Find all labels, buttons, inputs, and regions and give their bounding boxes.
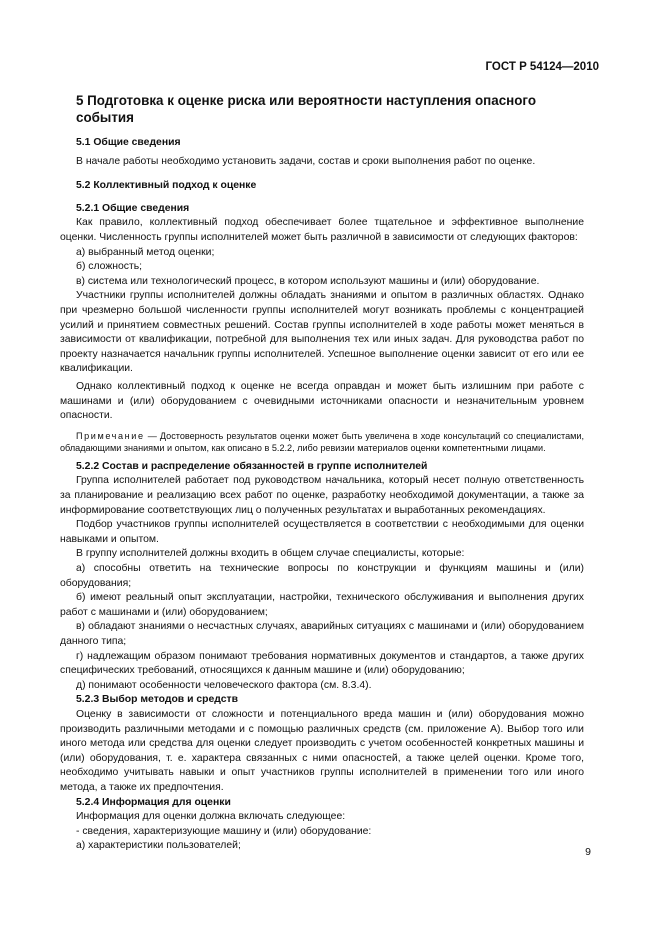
note-label: Примечание [76,430,145,441]
page-number: 9 [585,846,591,858]
list-item: в) обладают знаниями о несчастных случаях, аварийных ситуациях с машинами и (или) оборудованием данного типа; [60,621,584,647]
paragraph: В группу исполнителей должны входить в общем случае специалисты, которые: [76,548,465,560]
list-item: г) надлежащим образом понимают требования нормативных документов и стандартов, а также других специфических требований, относящихся к данным машине и (или) оборудованию; [60,650,584,677]
document-header: ГОСТ Р 54124—2010 [485,61,599,73]
section-5-2-4-heading: 5.2.4 Информация для оценки [76,796,231,808]
section-5-1-heading: 5.1 Общие сведения [76,137,181,148]
section-5-2-2-heading: 5.2.2 Состав и распределение обязанностей в группе исполнителей [76,460,428,472]
section-5-2-1-heading: 5.2.1 Общие сведения [76,202,190,214]
paragraph: Информация для оценки должна включать следующее: [76,811,346,823]
section-5-heading: 5 Подготовка к оценке риска или вероятности наступления опасного события [76,93,537,125]
list-item: а) способны ответить на технические вопросы по конструкции и функциям машины и (или) оборудования; [60,563,584,589]
paragraph: Участники группы исполнителей должны обладать знаниями и опытом в различных областях. Однако при чрезмерно большой численности группы исполнителей могут возникать проблемы с концентрацией усилий и принятием совместных решений. Состав группы исполнителей в ходе работы может меняться в зависимости от квалификации, потребной для выполнения тех или иных задач. Для руководства работ по проекту назначается начальник группы исполнителей. Успешное выполнение оценки зависит от его или ее квалификации. [60,290,584,375]
list-item: - сведения, характеризующие машину и (или) оборудование: [76,825,372,837]
paragraph: Однако коллективный подход к оценке не всегда оправдан и может быть излишним при работе с машинами и (или) оборудованием с очевидными источниками опасности и незначительным уровнем опасности. [60,380,584,422]
list-item: б) имеют реальный опыт эксплуатации, настройки, технического обслуживания и выполнения других работ с машинами и (или) оборудованием; [60,592,584,618]
paragraph: Оценку в зависимости от сложности и потенциального вреда машин и (или) оборудования можно производить различными методами и с помощью различных средств (см. приложение А). Выбор того или иного метода или средства для оценки следует производить с учетом особенностей конкретных машины и (или) оборудования, т. е. характера связанных с ними опасностей, а также целей оценки. Кроме того, необходимо учитывать навыки и опыт участников группы исполнителей в применении того или иного метода, а также их предпочтения. [60,708,584,793]
paragraph: Подбор участников группы исполнителей осуществляется в соответствии с необходимыми для оценки навыками и опытом. [60,519,584,545]
section-5-2-heading: 5.2 Коллективный подход к оценке [76,180,257,192]
section-5-2-3-heading: 5.2.3 Выбор методов и средств [76,694,238,706]
document-body [60,92,584,854]
note-text: — Достоверность результатов оценки может быть увеличена в ходе консультаций со специалистами, обладающими знаниями и опытом, как описано в 5.2.2, либо ревизии материалов оценки компетентными лицами. [60,430,584,454]
paragraph: В начале работы необходимо установить задачи, состав и сроки выполнения работ по оценке. [76,155,536,167]
list-item: б) сложность; [76,261,143,273]
list-item: а) выбранный метод оценки; [76,246,215,258]
paragraph: Группа исполнителей работает под руководством начальника, который несет полную ответственность за планирование и реализацию всех работ по оценке, разработку необходимой документации, а также за информирование соответствующих лиц о полученных результатах и выработанных рекомендациях. [60,475,584,516]
list-item: в) система или технологический процесс, в котором используют машины и (или) оборудование. [76,275,540,287]
paragraph: Как правило, коллективный подход обеспечивает более тщательное и эффективное выполнение оценки. Численность группы исполнителей может быть различной в зависимости от следующих факторов: [60,217,584,243]
note [60,430,584,455]
list-item: д) понимают особенности человеческого фактора (см. 8.3.4). [76,679,372,691]
list-item: а) характеристики пользователей; [76,840,241,852]
